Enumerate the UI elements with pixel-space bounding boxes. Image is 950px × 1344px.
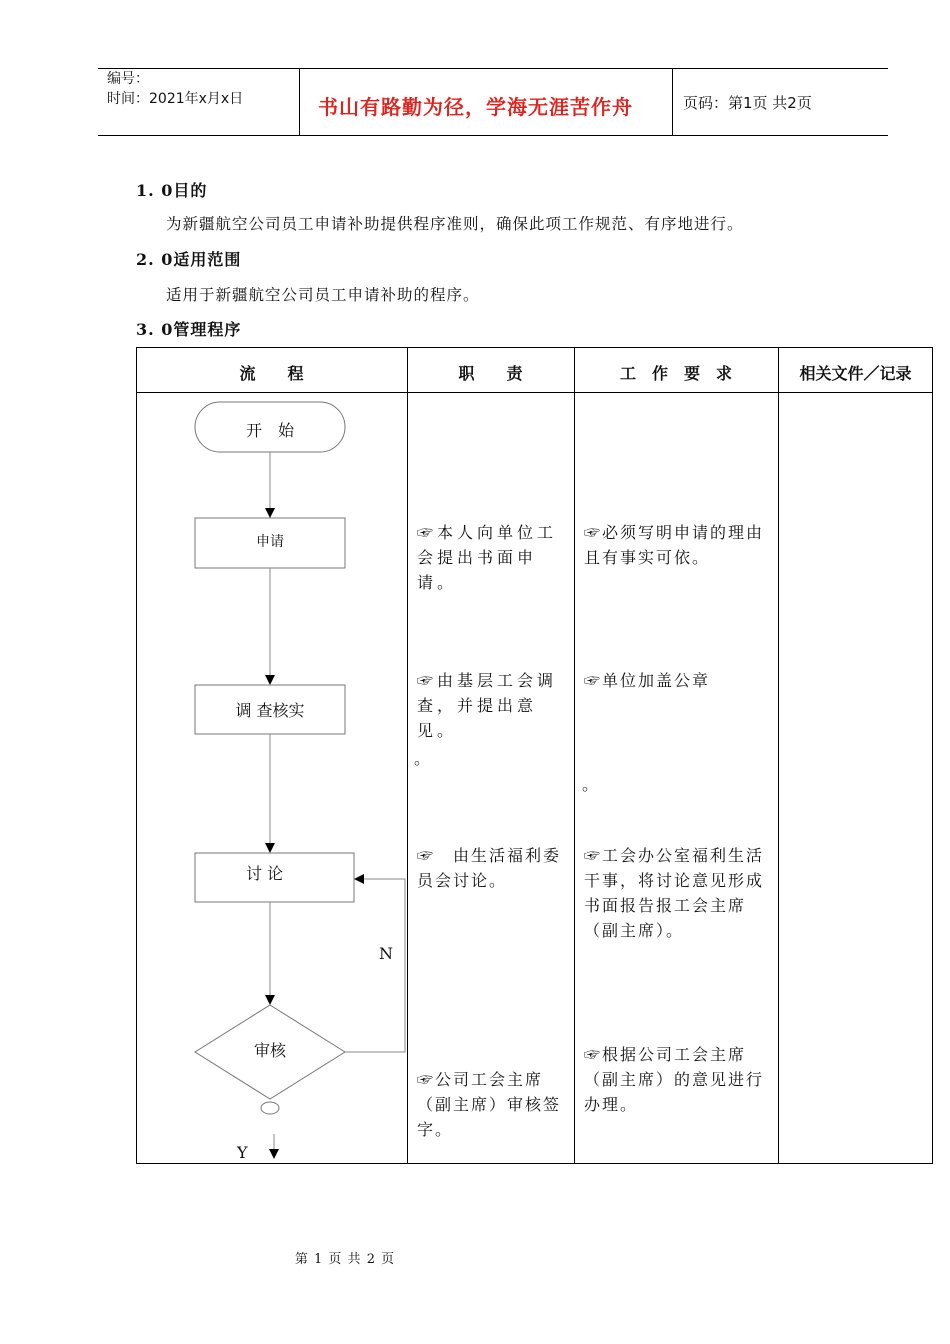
section-1-title: 1. 0目的 (136, 181, 208, 200)
row2-responsibility: ☞由基层工会调查，并提出意见。 (417, 671, 558, 740)
header-motto: 书山有路勤为径，学海无涯苦作舟 (318, 95, 633, 119)
header-page-label: 页码：第1页 共2页 (683, 94, 812, 112)
col-header-requirements: 工 作 要 求 (619, 364, 732, 383)
review-node-label: 审核 (253, 1041, 286, 1060)
row1-responsibility: ☞本人向单位工会提出书面申请。 (417, 523, 558, 592)
section-2-body: 适用于新疆航空公司员工申请补助的程序。 (166, 286, 480, 304)
discuss-node-label: 讨 论 (245, 864, 284, 883)
row4-requirement: ☞根据公司工会主席（副主席）的意见进行办理。 (584, 1045, 765, 1114)
row4-responsibility: ☞公司工会主席（副主席）审核签字。 (417, 1070, 562, 1139)
apply-node-label: 申请 (256, 534, 284, 550)
doc-time-label: 时间：2021年x月x日 (107, 91, 244, 107)
col-header-flow: 流 程 (239, 364, 304, 383)
row2-requirement-mark: 。 (582, 775, 601, 794)
section-3-title: 3. 0管理程序 (136, 320, 242, 339)
row3-responsibility: ☞ 由生活福利委员会讨论。 (417, 846, 562, 890)
arrow-no-loop (345, 879, 405, 1052)
start-node-label: 开 始 (245, 421, 294, 440)
yes-branch-label: Y (237, 1143, 248, 1162)
doc-number-label: 编号： (107, 71, 149, 87)
col-header-responsibility: 职 责 (458, 364, 523, 383)
connector-node (261, 1102, 279, 1114)
footer-page-number: 第 1 页 共 2 页 (294, 1252, 396, 1267)
col-header-records: 相关文件／记录 (799, 364, 912, 383)
no-branch-label: N (379, 944, 393, 963)
investigate-node-label: 调 查核实 (235, 701, 305, 720)
row3-requirement: ☞工会办公室福利生活干事，将讨论意见形成书面报告报工会主席（副主席）。 (584, 846, 765, 940)
row2-responsibility-mark: 。 (414, 749, 433, 768)
section-2-title: 2. 0适用范围 (136, 250, 242, 269)
row1-requirement: ☞必须写明申请的理由且有事实可依。 (584, 523, 765, 567)
row2-requirement: ☞单位加盖公章 (584, 671, 711, 690)
section-1-body: 为新疆航空公司员工申请补助提供程序准则，确保此项工作规范、有序地进行。 (166, 215, 744, 233)
